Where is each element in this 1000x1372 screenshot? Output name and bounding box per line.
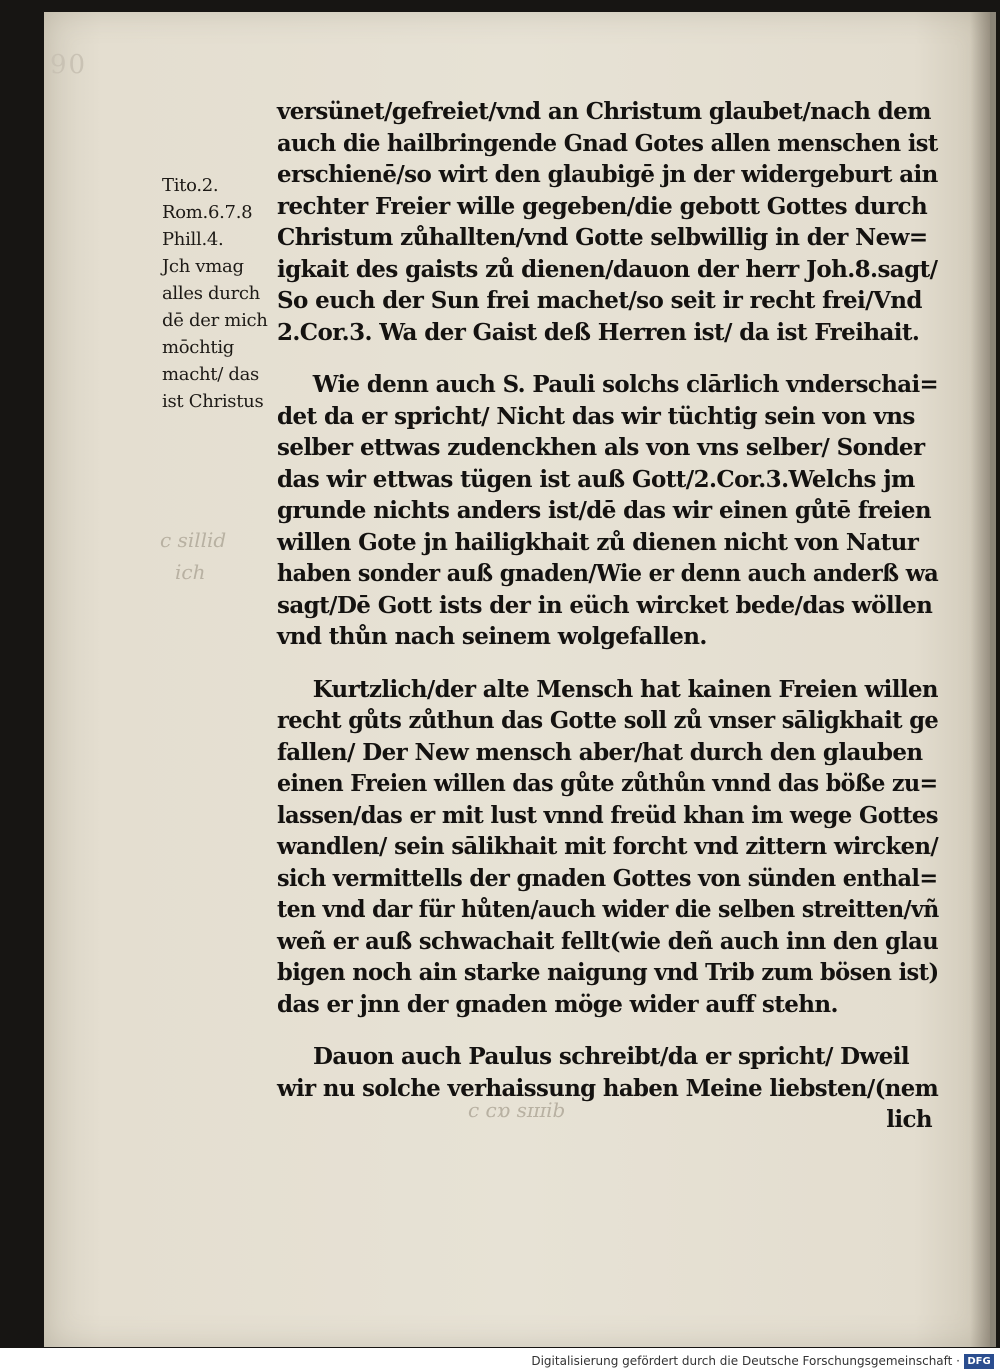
- page-edge-shadow: [970, 12, 990, 1347]
- text-line: recht gůts zůthun das Gotte soll zů vnser sāligkhait ge: [277, 707, 939, 734]
- text-line: So euch der Sun frei machet/so seit ir recht frei/Vnd: [277, 287, 922, 314]
- margin-note: Phill.4.: [162, 229, 224, 250]
- text-line: sich vermittells der gnaden Gottes von sünden enthal=: [277, 864, 938, 892]
- footer-credit: Digitalisierung gefördert durch die Deutsche Forschungsgemeinschaft ·: [531, 1354, 960, 1368]
- body-text: [277, 96, 942, 1157]
- text-line: willen Gote jn hailigkhait zů dienen nicht von Natur: [277, 528, 919, 556]
- margin-note: mōchtig: [162, 337, 234, 358]
- text-line: Kurtzlich/der alte Mensch hat kainen Freien willen: [312, 675, 938, 703]
- text-line: Christum zůhallten/vnd Gotte selbwillig in der New=: [277, 224, 928, 251]
- text-line: selber ettwas zudenckhen als von vns selber/ Sonder: [277, 434, 925, 461]
- text-line: lassen/das er mit lust vnnd freüd khan im wege Gottes: [277, 801, 938, 829]
- margin-notes: [162, 172, 272, 415]
- text-line: det da er spricht/ Nicht das wir tüchtig sein von vns: [277, 402, 915, 430]
- footer-bar: [0, 1348, 1000, 1372]
- text-line: Dauon auch Paulus schreibt/da er spricht/ Dweil: [313, 1043, 910, 1070]
- text-line: haben sonder auß gnaden/Wie er denn auch anderß wa: [277, 560, 939, 587]
- text-line: vnd thůn nach seinem wolgefallen.: [277, 623, 707, 650]
- text-line: wir nu solche verhaissung haben Meine liebsten/(nem: [277, 1074, 939, 1102]
- text-line: sagt/Dē Gott ists der in eüch wircket bede/das wöllen: [277, 591, 933, 619]
- text-line: weñ er auß schwachait fellt(wie deñ auch inn den glau: [277, 927, 939, 955]
- bleed-through-text: c sillid: [160, 528, 227, 552]
- margin-note: Rom.6.7.8: [162, 202, 253, 223]
- catchword: lich: [886, 1106, 932, 1133]
- paragraph-4: [277, 1041, 942, 1136]
- text-line: erschienē/so wirt den glaubigē jn der widergeburt ain: [277, 161, 938, 188]
- margin-note: alles durch: [162, 283, 260, 304]
- paragraph-3: [277, 674, 942, 1021]
- page-number: 90: [50, 50, 88, 80]
- margin-note: ist Christus: [162, 391, 264, 412]
- bleed-through-text: c ᴄɒ sɪɪɪib: [468, 1098, 566, 1122]
- text-line: ten vnd dar für hůten/auch wider die selben streitten/vñ: [277, 896, 939, 923]
- paragraph-2: [277, 369, 942, 653]
- text-line: einen Freien willen das gůte zůthůn vnnd das böße zu=: [277, 770, 938, 797]
- text-line: fallen/ Der New mensch aber/hat durch den glauben: [277, 738, 923, 766]
- text-line: bigen noch ain starke naigung vnd Trib zum bösen ist): [277, 959, 939, 986]
- text-line: rechter Freier wille gegeben/die gebott Gottes durch: [277, 192, 928, 220]
- text-line: grunde nichts anders ist/dē das wir einen gůtē freien: [277, 497, 932, 524]
- paragraph-1: [277, 96, 942, 348]
- text-line: igkait des gaists zů dienen/dauon der herr Joh.8.sagt/: [277, 255, 938, 283]
- dfg-logo: DFG: [964, 1354, 994, 1369]
- margin-note: Jch vmag: [162, 256, 244, 277]
- bleed-through-text: ich: [175, 560, 206, 584]
- margin-note: dē der mich: [162, 310, 268, 331]
- margin-note: macht/ das: [162, 364, 259, 385]
- text-line: 2.Cor.3. Wa der Gaist deß Herren ist/ da ist Freihait.: [277, 318, 920, 346]
- text-line: auch die hailbringende Gnad Gotes allen menschen ist: [277, 129, 938, 157]
- text-line: wandlen/ sein sālikhait mit forcht vnd zittern wircken/: [277, 833, 939, 860]
- margin-note: Tito.2.: [162, 175, 219, 196]
- text-line: Wie denn auch S. Pauli solchs clārlich vnderschai=: [312, 371, 939, 398]
- text-line: das wir ettwas tügen ist auß Gott/2.Cor.3.Welchs jm: [277, 465, 915, 493]
- text-line: das er jnn der gnaden möge wider auff stehn.: [277, 990, 838, 1018]
- text-line: versünet/gefreiet/vnd an Christum glaubet/nach dem: [277, 98, 931, 125]
